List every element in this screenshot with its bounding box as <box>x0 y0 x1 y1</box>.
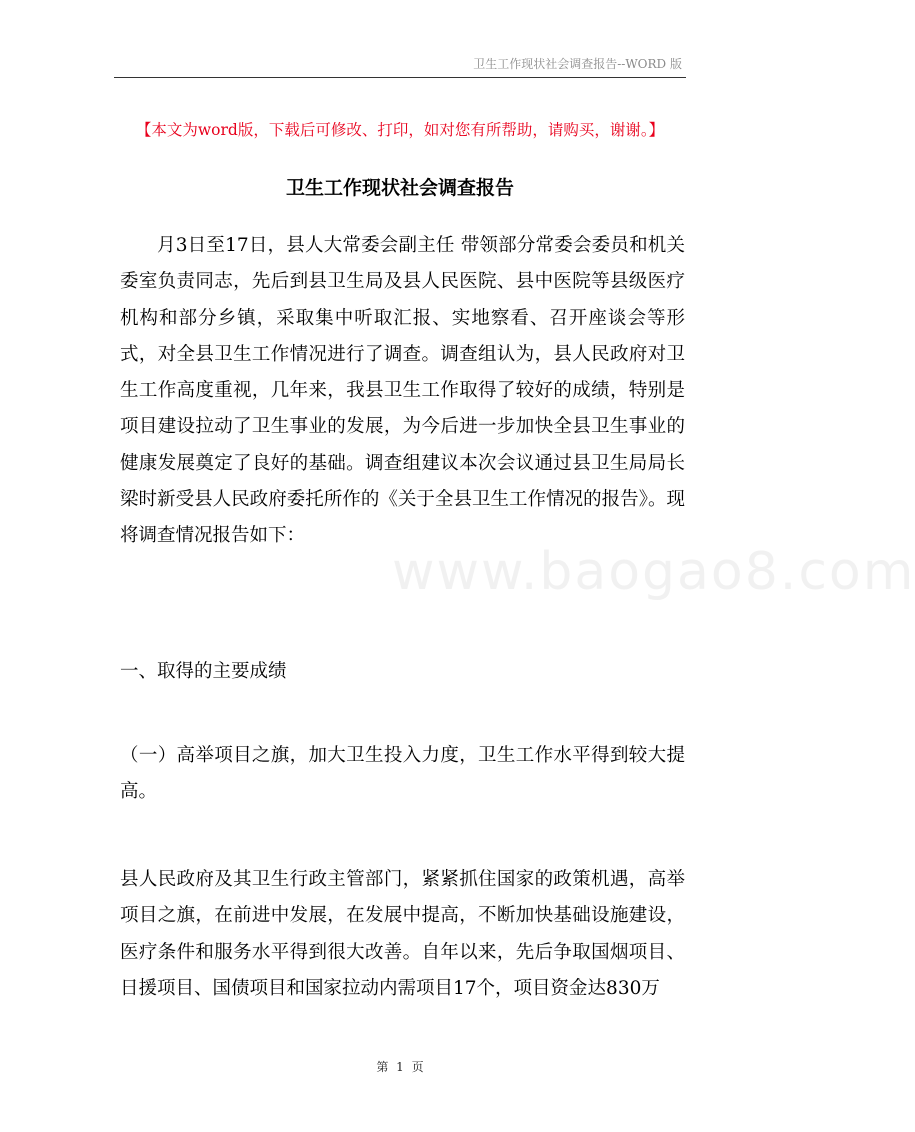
watermark: www.baogao8.com <box>392 542 915 602</box>
document-title: 卫生工作现状社会调查报告 <box>285 177 514 199</box>
page-footer <box>0 1058 800 1075</box>
footer-suffix: 页 <box>411 1060 424 1074</box>
section-heading: 一、取得的主要成绩 <box>120 661 287 682</box>
purchase-notice: 【本文为word版，下载后可修改、打印，如对您有所帮助，请购买，谢谢。】 <box>135 121 665 139</box>
intro-paragraph: 月3日至17日，县人大常委会副主任 带领部分常委会委员和机关委室负责同志，先后到县卫生局及县人民医院、县中医院等县级医疗机构和部分乡镇，采取集中听取汇报、实地察看、召开座谈会等形式，对全县卫生工作情况进行了调查。调查组认为，县人民政府对卫生工作高度重视，几年来，我县卫生工作取得了较好的成绩，特别是项目建设拉动了卫生事业的发展，为今后进一步加快全县卫生事业的健康发展奠定了良好的基础。调查组建议本次会议通过县卫生局局长梁时新受县人民政府委托所作的《关于全县卫生工作情况的报告》。现将调查情况报告如下： <box>120 235 685 547</box>
subsection-heading: （一）高举项目之旗，加大卫生投入力度，卫生工作水平得到较大提高。 <box>120 745 685 803</box>
footer-prefix: 第 <box>376 1060 389 1074</box>
body-paragraph: 县人民政府及其卫生行政主管部门，紧紧抓住国家的政策机遇，高举项目之旗，在前进中发展，在发展中提高，不断加快基础设施建设，医疗条件和服务水平得到很大改善。自年以来，先后争取国烟项目、日援项目、国债项目和国家拉动内需项目17个，项目资金达830万 <box>120 869 685 999</box>
page-number: 1 <box>396 1060 404 1074</box>
header-divider <box>114 77 686 78</box>
running-header: 卫生工作现状社会调查报告--WORD 版 <box>473 57 682 71</box>
